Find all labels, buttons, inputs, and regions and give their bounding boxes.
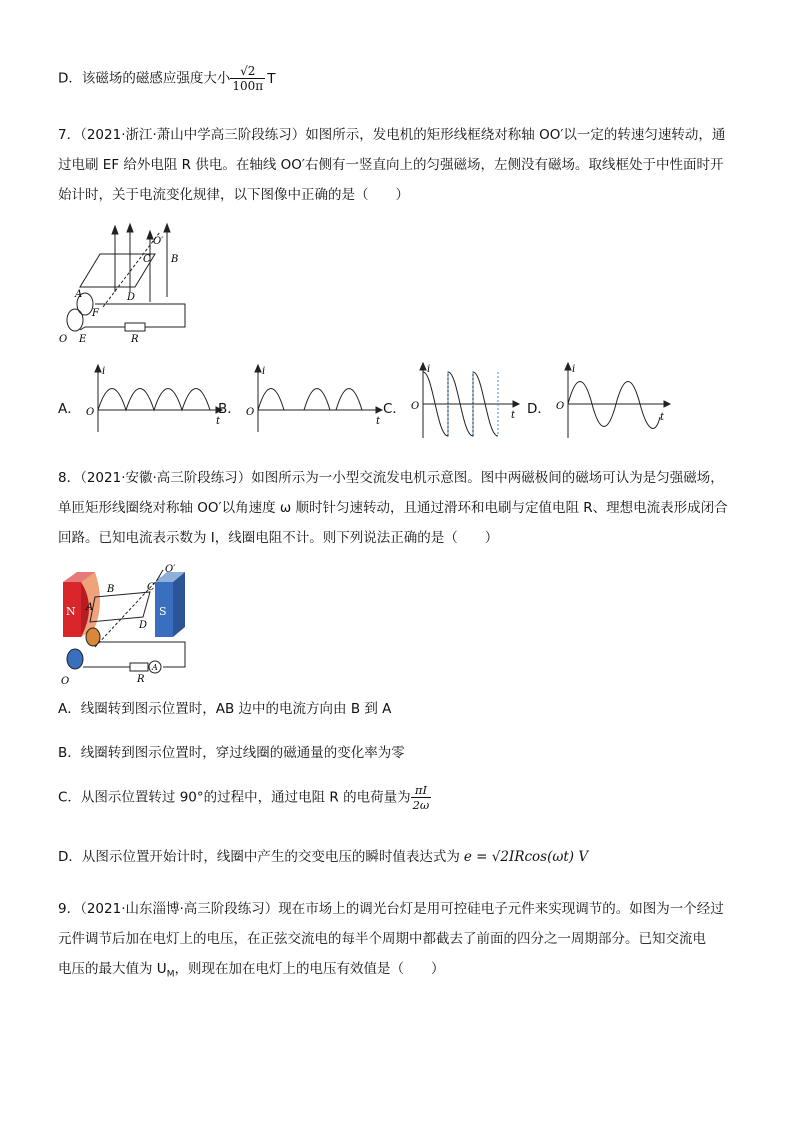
q8-option-b: B．线圈转到图示位置时，穿过线圈的磁通量的变化率为零 <box>58 745 405 761</box>
axis-i-label: i <box>572 364 576 375</box>
q9-stem-line-3 <box>58 957 444 980</box>
label-o: O <box>59 334 68 345</box>
q6-option-d-unit: T <box>267 70 276 87</box>
label-o: O <box>61 676 70 687</box>
ammeter-label: A <box>152 663 158 672</box>
label-e: E <box>79 334 87 345</box>
fraction-denominator: 100π <box>232 79 264 93</box>
origin-label: O <box>556 401 565 412</box>
label-f: F <box>92 308 99 319</box>
origin-label: O <box>86 407 95 418</box>
q8-option-a: A．线圈转到图示位置时，AB 边中的电流方向由 B 到 A <box>58 701 392 717</box>
label-o-prime: O′ <box>153 236 164 247</box>
q6-option-d-fraction <box>230 64 265 93</box>
label-c: C <box>147 582 155 593</box>
label-d: D <box>139 620 148 631</box>
q8-option-d <box>58 845 588 865</box>
q7-option-d-graph <box>550 362 675 440</box>
origin-label: O <box>411 401 420 412</box>
q9-stem-line-3-tail: ，则现在加在电灯上的电压有效值是（ ） <box>174 961 445 977</box>
curve <box>258 389 362 411</box>
label-a: A <box>86 602 94 613</box>
q7-option-b-label: B． <box>218 401 241 417</box>
label-r: R <box>137 674 145 685</box>
origin-label: O <box>246 407 255 418</box>
q7-option-a-graph <box>80 362 225 437</box>
q8-option-c-text: C．从图示位置转过 90°的过程中，通过电阻 R 的电荷量为 <box>58 789 411 806</box>
label-b: B <box>107 584 115 595</box>
q6-option-d <box>58 64 275 93</box>
label-d: D <box>127 292 136 303</box>
q7-option-d-label: D． <box>527 401 551 417</box>
q7-option-a-label: A． <box>58 401 81 417</box>
fraction-numerator: πI <box>411 783 432 798</box>
label-s: S <box>159 605 167 618</box>
label-o-prime: O′ <box>165 564 176 575</box>
label-n: N <box>66 605 76 618</box>
q8-option-c-fraction <box>411 783 432 812</box>
label-a: A <box>75 289 83 300</box>
axis-t-label: t <box>376 416 381 427</box>
q9-stem-line-3-text: 电压的最大值为 U <box>58 961 167 977</box>
axis-t-label: t <box>216 416 221 427</box>
q8-option-d-formula: e = √2IRcos(ωt) V <box>463 849 589 865</box>
q8-option-d-text: D．从图示位置开始计时，线圈中产生的交变电压的瞬时值表达式为 <box>58 849 460 865</box>
q7-stem-line-1: 7．（2021·浙江·萧山中学高三阶段练习）如图所示，发电机的矩形线框绕对称轴 OO′以一定的转速匀速转动，通 <box>58 127 726 143</box>
q9-um-subscript: M <box>166 969 175 980</box>
q7-generator-figure <box>55 212 190 347</box>
label-b: B <box>171 254 179 265</box>
axis-i-label: i <box>427 364 431 375</box>
curve <box>98 389 210 411</box>
q7-option-b-graph <box>240 362 385 437</box>
curve <box>568 382 660 429</box>
q7-stem-line-3: 始计时，关于电流变化规律，以下图像中正确的是（ ） <box>58 187 409 203</box>
label-c: C <box>143 254 151 265</box>
fraction-numerator: √2 <box>230 64 265 79</box>
q8-stem-line-1: 8．（2021·安徽·高三阶段练习）如图所示为一小型交流发电机示意图。图中两磁极间的磁场可认为是匀强磁场， <box>58 470 724 486</box>
q7-option-c-label: C． <box>383 401 406 417</box>
q6-option-d-text: D．该磁场的磁感应强度大小 <box>58 70 231 87</box>
q8-option-c <box>58 783 431 812</box>
q8-stem-line-2: 单匝矩形线圈绕对称轴 OO′以角速度 ω 顺时针匀速转动，且通过滑环和电刷与定值电阻 R、理想电流表形成闭合 <box>58 500 728 516</box>
fraction-denominator: 2ω <box>412 798 430 812</box>
q8-generator-figure <box>55 562 195 687</box>
axis-i-label: i <box>262 366 266 377</box>
axis-i-label: i <box>102 366 106 377</box>
label-r: R <box>131 334 139 345</box>
q9-stem-line-2: 元件调节后加在电灯上的电压，在正弦交流电的每半个周期中都截去了前面的四分之一周期部分。已知交流电 <box>58 931 706 947</box>
q7-option-c-graph <box>405 362 525 440</box>
axis-t-label: t <box>660 412 665 423</box>
axis-t-label: t <box>511 410 516 421</box>
q9-stem-line-1: 9．（2021·山东淄博·高三阶段练习）现在市场上的调光台灯是用可控硅电子元件来实现调节的。如图为一个经过 <box>58 901 724 917</box>
q7-stem-line-2: 过电刷 EF 给外电阻 R 供电。在轴线 OO′右侧有一竖直向上的匀强磁场，左侧没有磁场。取线框处于中性面时开 <box>58 157 724 173</box>
q8-stem-line-3: 回路。已知电流表示数为 I，线圈电阻不计。则下列说法正确的是（ ） <box>58 530 499 546</box>
